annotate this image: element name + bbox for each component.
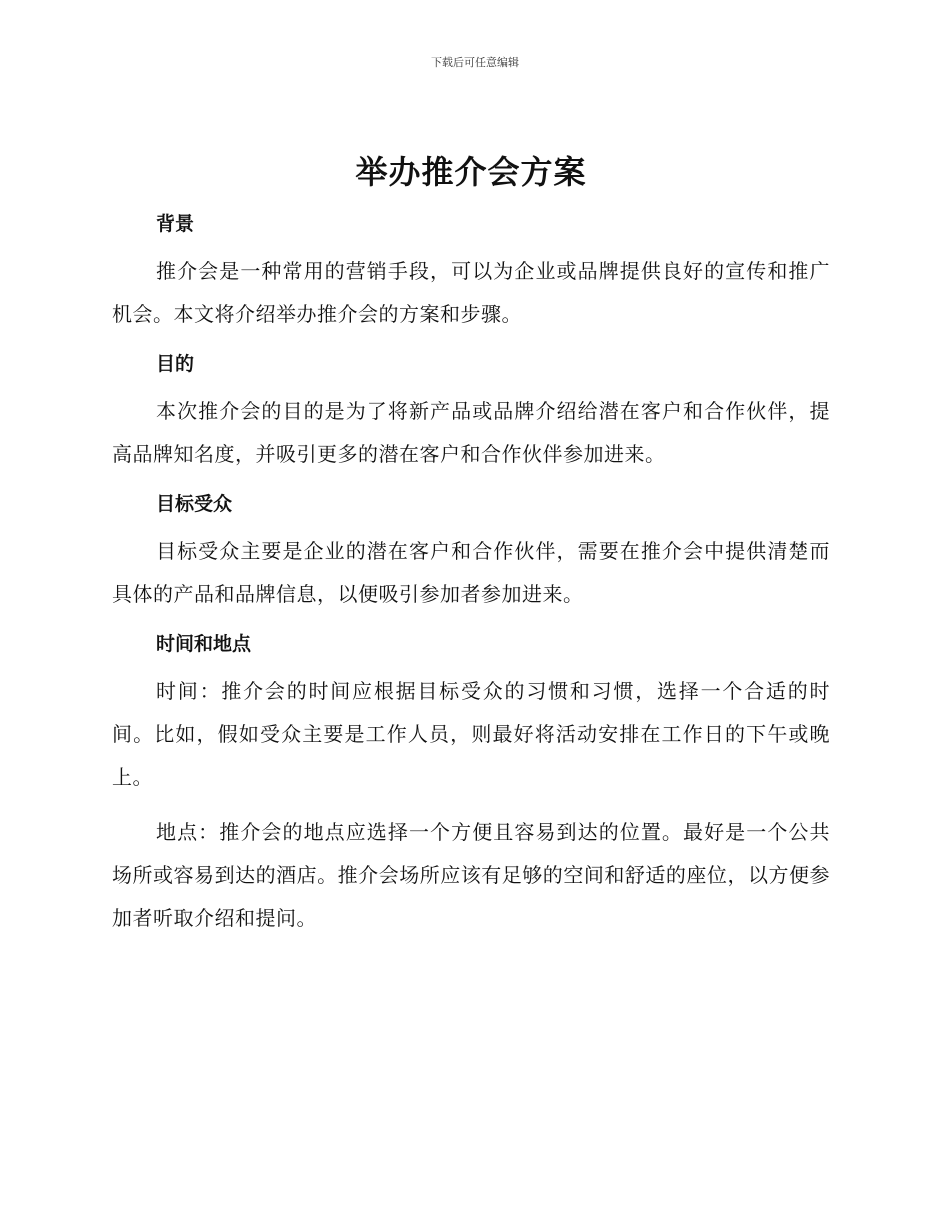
section-heading-time-place: 时间和地点 <box>156 633 252 655</box>
section-audience <box>112 490 830 616</box>
section-heading-audience: 目标受众 <box>156 493 233 515</box>
section-time-place <box>112 630 830 940</box>
section-heading-purpose: 目的 <box>156 353 195 375</box>
paragraph-purpose: 本次推介会的目的是为了将新产品或品牌介绍给潜在客户和合作伙伴，提高品牌知名度，并吸引更多的潜在客户和合作伙伴参加进来。 <box>112 399 830 466</box>
document-title: 举办推介会方案 <box>355 153 587 191</box>
section-heading-background: 背景 <box>156 213 195 235</box>
paragraph-time: 时间：推介会的时间应根据目标受众的习惯和习惯，选择一个合适的时间。比如，假如受众主要是工作人员，则最好将活动安排在工作日的下午或晚上。 <box>112 679 830 789</box>
paragraph-audience: 目标受众主要是企业的潜在客户和合作伙伴，需要在推介会中提供清楚而具体的产品和品牌信息，以便吸引参加者参加进来。 <box>112 539 830 606</box>
page-header: 下载后可任意编辑 <box>431 56 519 69</box>
section-background <box>112 210 830 336</box>
document-body <box>112 148 830 954</box>
section-purpose <box>112 350 830 476</box>
paragraph-background: 推介会是一种常用的营销手段，可以为企业或品牌提供良好的宣传和推广机会。本文将介绍举办推介会的方案和步骤。 <box>112 259 830 326</box>
paragraph-place: 地点：推介会的地点应选择一个方便且容易到达的位置。最好是一个公共场所或容易到达的酒店。推介会场所应该有足够的空间和舒适的座位，以方便参加者听取介绍和提问。 <box>112 820 830 930</box>
